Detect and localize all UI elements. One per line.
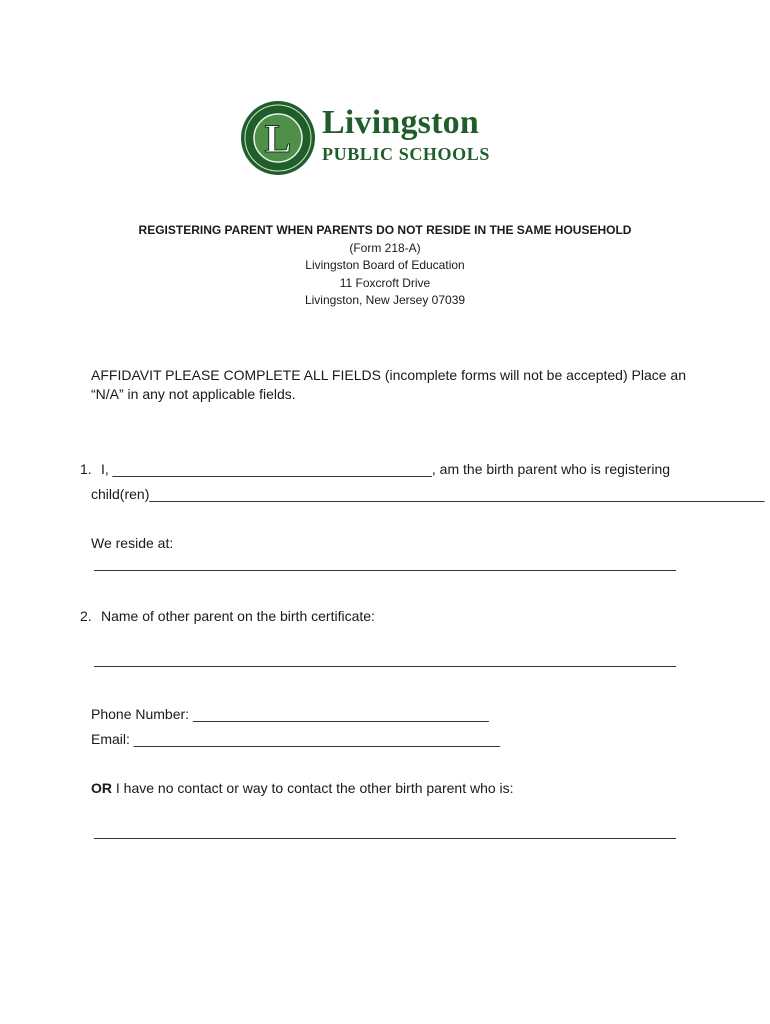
q1-children-line[interactable]: child(ren)_______________________________________________________________________________ [91,486,765,502]
no-contact-text: I have no contact or way to contact the other birth parent who is: [112,780,514,796]
q2-label: Name of other parent on the birth certificate: [101,608,375,624]
seal-letter: L [264,116,292,161]
seal-icon [240,100,316,176]
q2-number: 2. [80,608,92,624]
q1-name-line[interactable]: I, _________________________________________, am the birth parent who is registering [101,461,671,477]
city-address: Livingston, New Jersey 07039 [304,293,466,307]
org-name: Livingston Board of Education [305,258,465,272]
no-contact-statement [91,780,514,796]
form-title: REGISTERING PARENT WHEN PARENTS DO NOT RESIDE IN THE SAME HOUSEHOLD [138,223,632,237]
or-label: OR [91,780,112,796]
phone-field[interactable]: Phone Number: ______________________________________ [91,706,489,722]
no-contact-field[interactable] [94,838,676,839]
other-parent-name-field[interactable] [94,666,676,667]
form-header [0,222,770,310]
affidavit-instructions: AFFIDAVIT PLEASE COMPLETE ALL FIELDS (incomplete forms will not be accepted) Place an “N/A” in any not applicable fields. [91,367,686,402]
q1-number: 1. [80,461,92,477]
email-field[interactable]: Email: _______________________________________________ [91,731,500,747]
form-number: (Form 218-A) [349,240,421,255]
street-address: 11 Foxcroft Drive [339,275,431,290]
reside-label: We reside at: [91,535,174,551]
reside-address-field[interactable] [94,570,676,571]
logo-subtitle: PUBLIC SCHOOLS [322,144,490,164]
school-logo [240,100,520,176]
logo-name: Livingston [322,104,479,141]
